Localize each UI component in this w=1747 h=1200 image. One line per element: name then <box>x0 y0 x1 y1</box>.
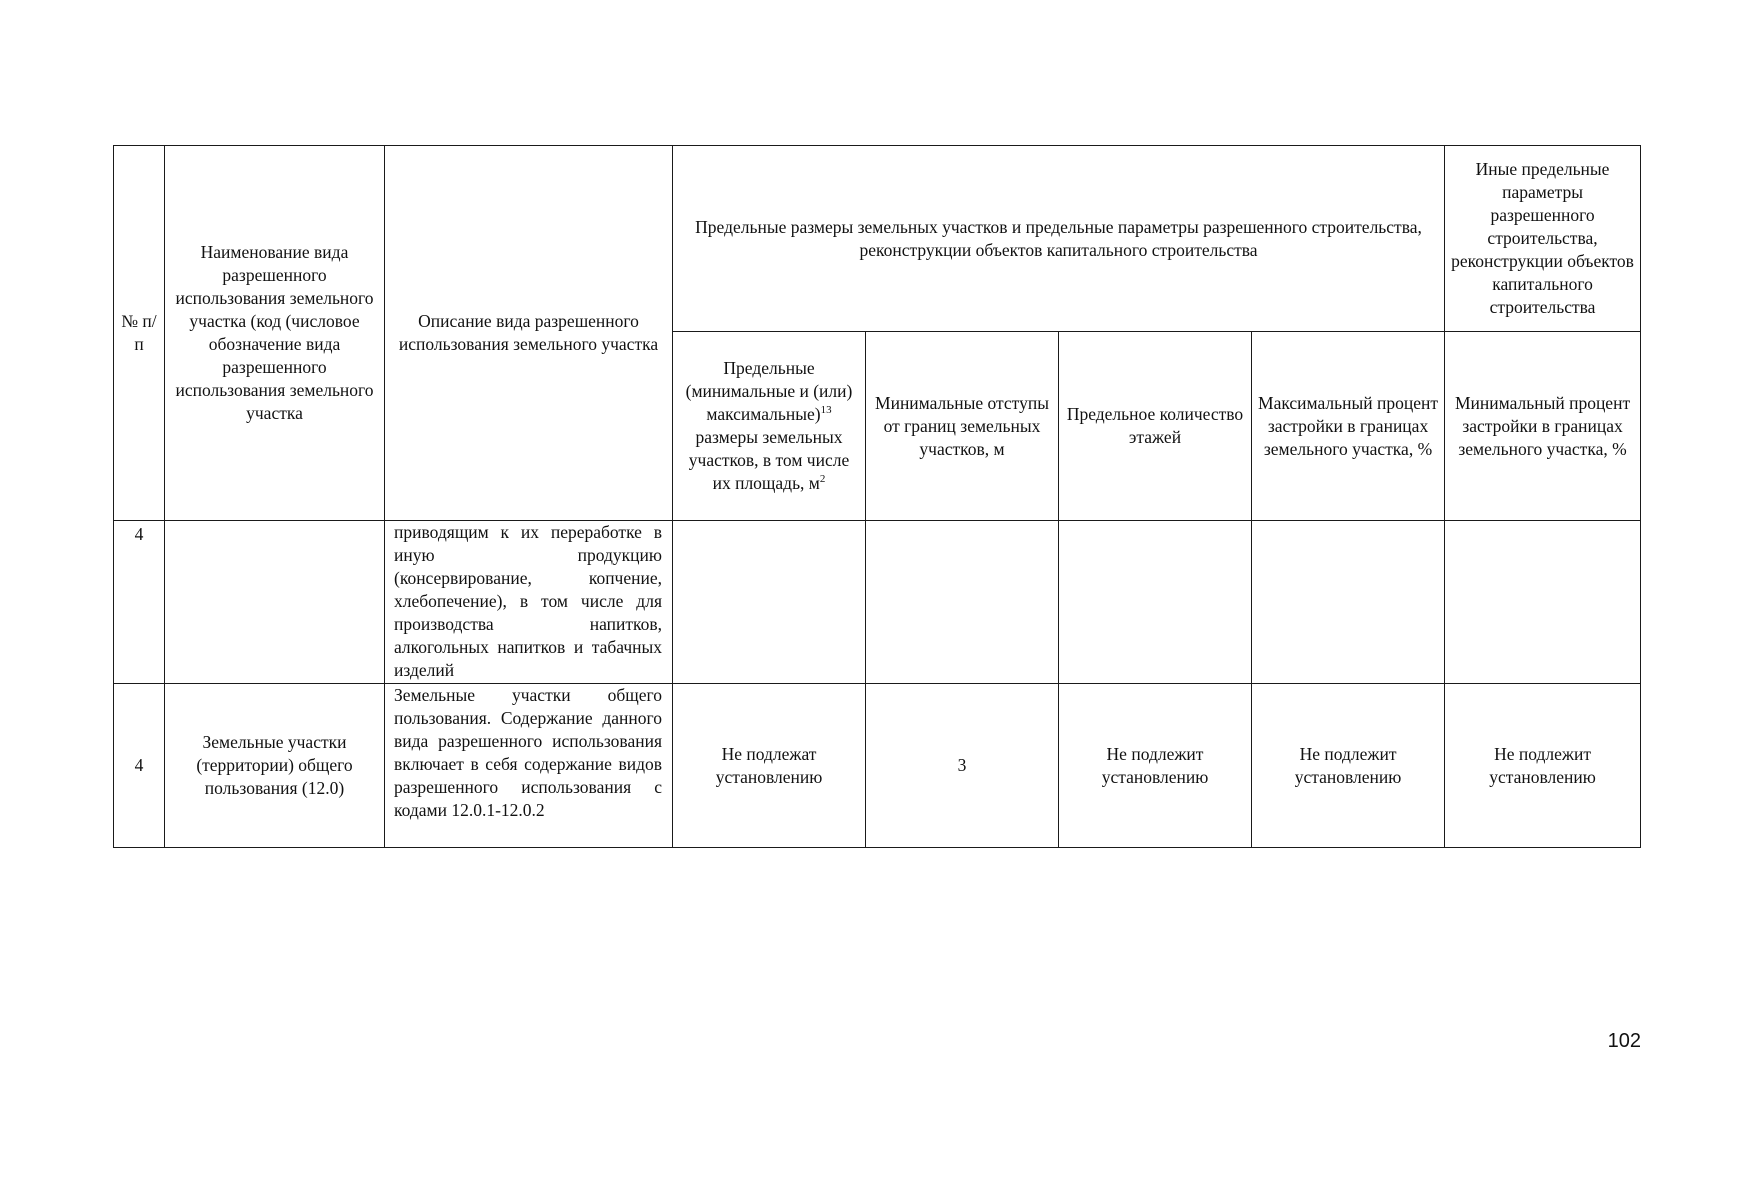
row-floors: Не подлежит установлению <box>1059 684 1252 848</box>
table-row <box>114 521 1641 684</box>
header-group: Предельные размеры земельных участков и предельные параметры разрешенного строительства, реконструкции объектов капитального строительства <box>673 146 1445 332</box>
footnote-mark: 13 <box>820 404 832 417</box>
header-max-percent: Максимальный процент застройки в границах земельного участка, % <box>1252 332 1445 521</box>
row-name <box>165 521 385 684</box>
row-setbacks: 3 <box>866 684 1059 848</box>
header-num: № п/п <box>114 146 165 521</box>
header-min-percent: Минимальный процент застройки в границах земельного участка, % <box>1445 332 1641 521</box>
row-num: 4 <box>114 684 165 848</box>
unit-superscript: 2 <box>819 473 826 486</box>
header-name: Наименование вида разрешенного использования земельного участка (код (числовое обозначение вида разрешенного использования земельного участка <box>165 146 385 521</box>
header-row-1 <box>114 146 1641 332</box>
row-size: Не подлежат установлению <box>673 684 866 848</box>
row-size <box>673 521 866 684</box>
header-description: Описание вида разрешенного использования земельного участка <box>385 146 673 521</box>
table-row <box>114 684 1641 848</box>
row-max-percent: Не подлежит установлению <box>1252 684 1445 848</box>
page-number: 102 <box>1607 1030 1641 1052</box>
header-size <box>673 332 866 521</box>
row-description: Земельные участки общего пользования. Содержание данного вида разрешенного использования включает в себя содержание видов разрешенного использования с кодами 12.0.1-12.0.2 <box>385 684 673 848</box>
row-description: приводящим к их переработке в иную продукцию (консервирование, копчение, хлебопечение), в том числе для производства напитков, алкогольных напитков и табачных изделий <box>385 521 673 684</box>
row-num: 4 <box>114 521 165 684</box>
header-floors: Предельное количество этажей <box>1059 332 1252 521</box>
row-name: Земельные участки (территории) общего пользования (12.0) <box>165 684 385 848</box>
row-floors <box>1059 521 1252 684</box>
land-use-parameters-table <box>113 145 1641 848</box>
header-size-text: Предельные (минимальные и (или) максимальные) <box>685 358 853 424</box>
header-setbacks: Минимальные отступы от границ земельных участков, м <box>866 332 1059 521</box>
row-min-percent: Не подлежит установлению <box>1445 684 1641 848</box>
row-setbacks <box>866 521 1059 684</box>
header-size-text-2: размеры земельных участков, в том числе их площадь, м <box>688 427 850 493</box>
row-max-percent <box>1252 521 1445 684</box>
header-other: Иные предельные параметры разрешенного строительства, реконструкции объектов капитального строительства <box>1445 146 1641 332</box>
row-min-percent <box>1445 521 1641 684</box>
